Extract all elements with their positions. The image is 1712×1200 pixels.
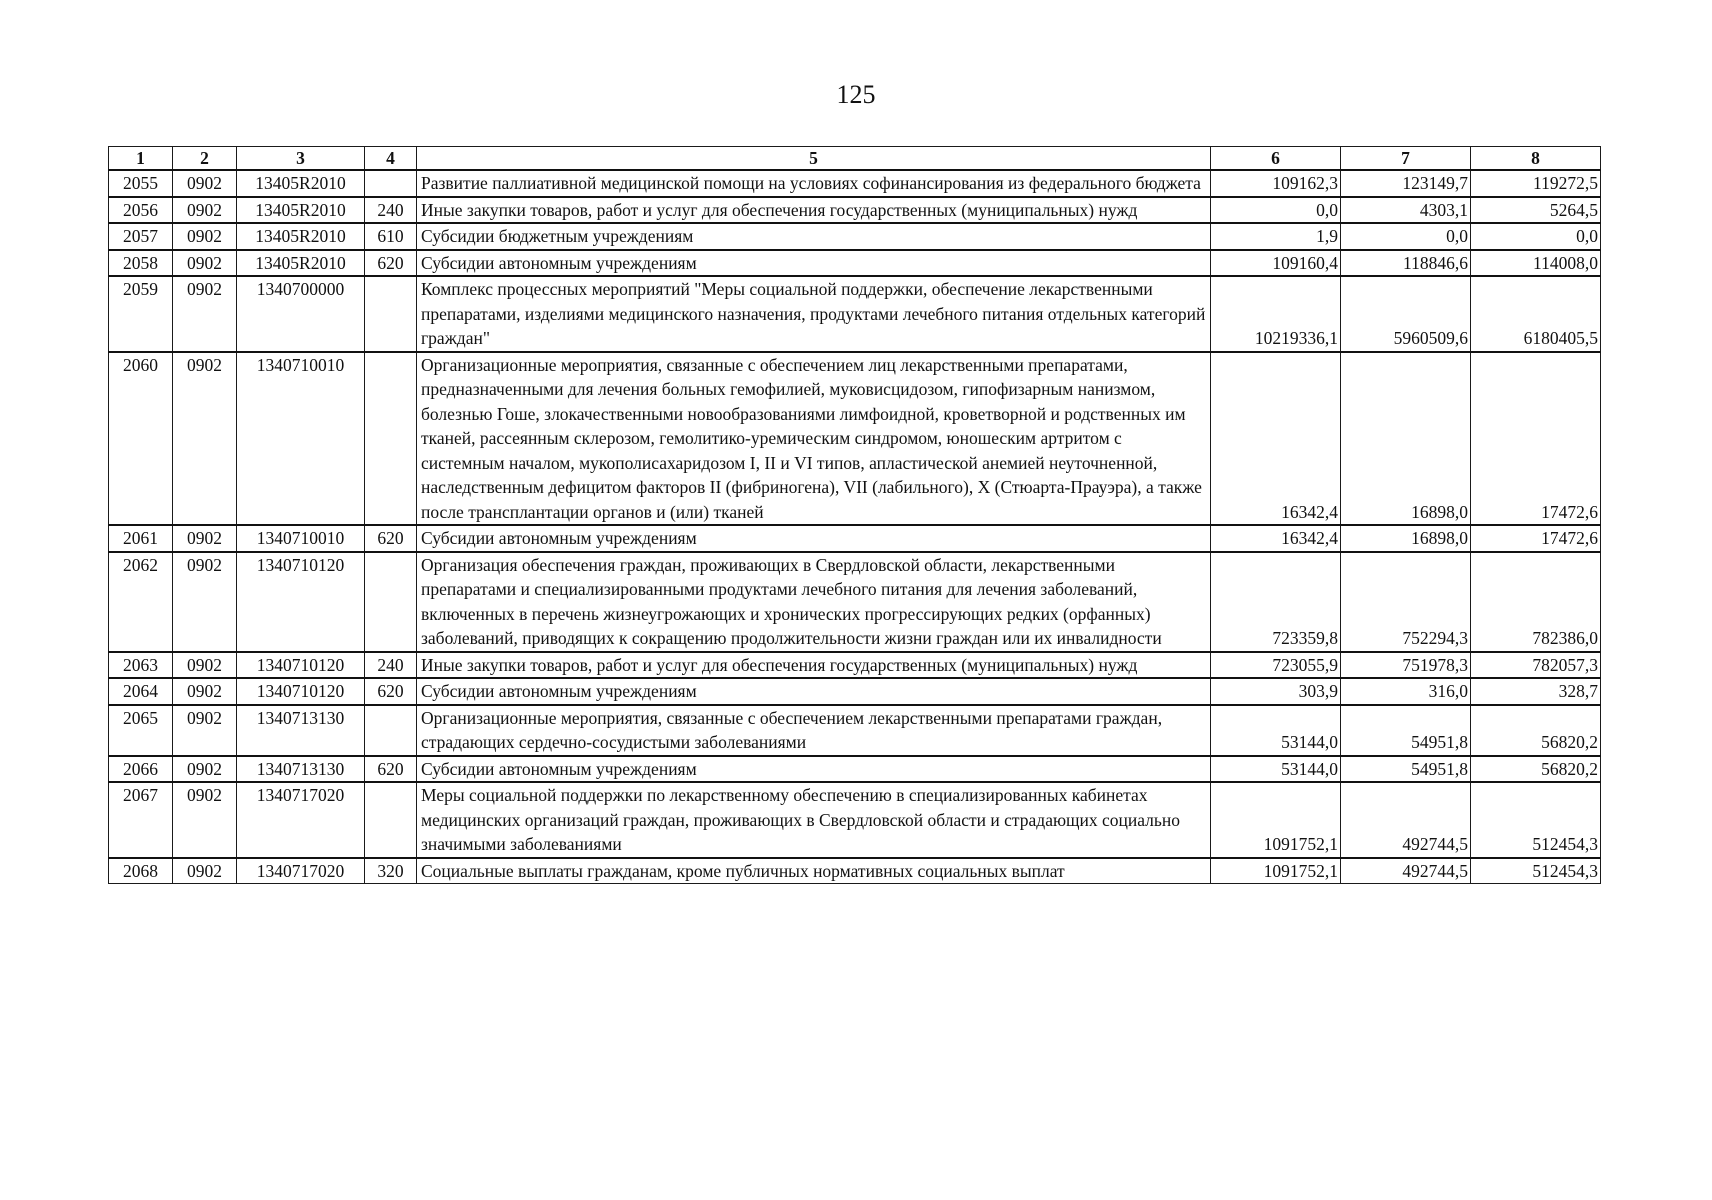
expense-type-cell: 620 bbox=[365, 250, 417, 277]
expense-type-cell bbox=[365, 705, 417, 756]
amount-col6-cell: 0,0 bbox=[1211, 197, 1341, 224]
target-code-cell: 1340717020 bbox=[237, 782, 365, 858]
amount-col7-cell: 752294,3 bbox=[1341, 552, 1471, 652]
amount-col6-cell: 723359,8 bbox=[1211, 552, 1341, 652]
expense-type-cell bbox=[365, 552, 417, 652]
description-cell: Организация обеспечения граждан, проживающих в Свердловской области, лекарственными препаратами и специализированными продуктами лечебного питания для лечения заболеваний, включенных в перечень жизнеугрожающих и хронических прогрессирующих редких (орфанных) заболеваний, приводящих к сокращению продолжительности жизни граждан или их инвалидности bbox=[417, 552, 1211, 652]
amount-col7-cell: 4303,1 bbox=[1341, 197, 1471, 224]
expense-type-cell bbox=[365, 352, 417, 526]
amount-col8-cell: 17472,6 bbox=[1471, 525, 1601, 552]
row-number-cell: 2059 bbox=[109, 276, 173, 352]
expense-type-cell: 620 bbox=[365, 756, 417, 783]
expense-type-cell: 620 bbox=[365, 525, 417, 552]
row-number-cell: 2065 bbox=[109, 705, 173, 756]
description-cell: Субсидии автономным учреждениям bbox=[417, 756, 1211, 783]
section-code-cell: 0902 bbox=[173, 756, 237, 783]
amount-col8-cell: 5264,5 bbox=[1471, 197, 1601, 224]
amount-col8-cell: 512454,3 bbox=[1471, 858, 1601, 884]
target-code-cell: 1340710010 bbox=[237, 525, 365, 552]
target-code-cell: 1340713130 bbox=[237, 756, 365, 783]
table-row bbox=[109, 678, 1601, 705]
description-cell: Меры социальной поддержки по лекарственному обеспечению в специализированных кабинетах медицинских организаций граждан, проживающих в Свердловской области и страдающих социально значимыми заболеваниями bbox=[417, 782, 1211, 858]
amount-col7-cell: 492744,5 bbox=[1341, 858, 1471, 884]
description-cell: Субсидии автономным учреждениям bbox=[417, 250, 1211, 277]
table-row bbox=[109, 552, 1601, 652]
expense-type-cell: 240 bbox=[365, 197, 417, 224]
target-code-cell: 1340710120 bbox=[237, 652, 365, 679]
amount-col7-cell: 118846,6 bbox=[1341, 250, 1471, 277]
section-code-cell: 0902 bbox=[173, 678, 237, 705]
target-code-cell: 13405R2010 bbox=[237, 170, 365, 197]
amount-col8-cell: 782386,0 bbox=[1471, 552, 1601, 652]
table-row bbox=[109, 170, 1601, 197]
amount-col8-cell: 114008,0 bbox=[1471, 250, 1601, 277]
section-code-cell: 0902 bbox=[173, 552, 237, 652]
column-header: 7 bbox=[1341, 147, 1471, 171]
amount-col6-cell: 53144,0 bbox=[1211, 756, 1341, 783]
amount-col7-cell: 54951,8 bbox=[1341, 705, 1471, 756]
row-number-cell: 2064 bbox=[109, 678, 173, 705]
table-row bbox=[109, 197, 1601, 224]
amount-col6-cell: 1091752,1 bbox=[1211, 858, 1341, 884]
budget-table bbox=[108, 146, 1601, 884]
amount-col7-cell: 751978,3 bbox=[1341, 652, 1471, 679]
amount-col7-cell: 492744,5 bbox=[1341, 782, 1471, 858]
expense-type-cell: 320 bbox=[365, 858, 417, 884]
amount-col6-cell: 53144,0 bbox=[1211, 705, 1341, 756]
row-number-cell: 2067 bbox=[109, 782, 173, 858]
section-code-cell: 0902 bbox=[173, 197, 237, 224]
amount-col7-cell: 123149,7 bbox=[1341, 170, 1471, 197]
amount-col7-cell: 16898,0 bbox=[1341, 525, 1471, 552]
amount-col7-cell: 54951,8 bbox=[1341, 756, 1471, 783]
description-cell: Субсидии автономным учреждениям bbox=[417, 678, 1211, 705]
amount-col8-cell: 512454,3 bbox=[1471, 782, 1601, 858]
amount-col6-cell: 109162,3 bbox=[1211, 170, 1341, 197]
section-code-cell: 0902 bbox=[173, 223, 237, 250]
amount-col6-cell: 303,9 bbox=[1211, 678, 1341, 705]
target-code-cell: 1340710010 bbox=[237, 352, 365, 526]
row-number-cell: 2068 bbox=[109, 858, 173, 884]
table-row bbox=[109, 858, 1601, 884]
section-code-cell: 0902 bbox=[173, 525, 237, 552]
column-header: 6 bbox=[1211, 147, 1341, 171]
row-number-cell: 2055 bbox=[109, 170, 173, 197]
amount-col7-cell: 16898,0 bbox=[1341, 352, 1471, 526]
column-header: 1 bbox=[109, 147, 173, 171]
section-code-cell: 0902 bbox=[173, 652, 237, 679]
header-row bbox=[109, 147, 1601, 171]
table-row bbox=[109, 352, 1601, 526]
amount-col8-cell: 119272,5 bbox=[1471, 170, 1601, 197]
table-row bbox=[109, 652, 1601, 679]
column-header: 5 bbox=[417, 147, 1211, 171]
expense-type-cell bbox=[365, 782, 417, 858]
target-code-cell: 13405R2010 bbox=[237, 197, 365, 224]
target-code-cell: 1340717020 bbox=[237, 858, 365, 884]
amount-col6-cell: 1,9 bbox=[1211, 223, 1341, 250]
amount-col6-cell: 10219336,1 bbox=[1211, 276, 1341, 352]
expense-type-cell bbox=[365, 276, 417, 352]
column-header: 4 bbox=[365, 147, 417, 171]
expense-type-cell bbox=[365, 170, 417, 197]
target-code-cell: 1340710120 bbox=[237, 552, 365, 652]
expense-type-cell: 620 bbox=[365, 678, 417, 705]
row-number-cell: 2058 bbox=[109, 250, 173, 277]
table-row bbox=[109, 756, 1601, 783]
amount-col7-cell: 316,0 bbox=[1341, 678, 1471, 705]
description-cell: Комплекс процессных мероприятий "Меры социальной поддержки, обеспечение лекарственными препаратами, изделиями медицинского назначения, продуктами лечебного питания отдельных категорий граждан" bbox=[417, 276, 1211, 352]
description-cell: Организационные мероприятия, связанные с обеспечением лиц лекарственными препаратами, предназначенными для лечения больных гемофилией, муковисцидозом, гипофизарным нанизмом, болезнью Гоше, злокачественными новообразованиями лимфоидной, кроветворной и родственных им тканей, рассеянным склерозом, гемолитико-уремическим синдромом, юношеским артритом с системным началом, мукополисахаридозом I, II и VI типов, апластической анемией неуточненной, наследственным дефицитом факторов II (фибриногена), VII (лабильного), X (Стюарта-Прауэра), а также после трансплантации органов и (или) тканей bbox=[417, 352, 1211, 526]
row-number-cell: 2056 bbox=[109, 197, 173, 224]
amount-col8-cell: 328,7 bbox=[1471, 678, 1601, 705]
amount-col6-cell: 1091752,1 bbox=[1211, 782, 1341, 858]
amount-col7-cell: 5960509,6 bbox=[1341, 276, 1471, 352]
amount-col6-cell: 109160,4 bbox=[1211, 250, 1341, 277]
section-code-cell: 0902 bbox=[173, 352, 237, 526]
row-number-cell: 2057 bbox=[109, 223, 173, 250]
target-code-cell: 1340700000 bbox=[237, 276, 365, 352]
table-body bbox=[109, 170, 1601, 884]
amount-col8-cell: 6180405,5 bbox=[1471, 276, 1601, 352]
table-row bbox=[109, 525, 1601, 552]
amount-col8-cell: 56820,2 bbox=[1471, 756, 1601, 783]
amount-col6-cell: 16342,4 bbox=[1211, 352, 1341, 526]
table-row bbox=[109, 276, 1601, 352]
section-code-cell: 0902 bbox=[173, 276, 237, 352]
section-code-cell: 0902 bbox=[173, 782, 237, 858]
row-number-cell: 2062 bbox=[109, 552, 173, 652]
description-cell: Развитие паллиативной медицинской помощи на условиях софинансирования из федерального бюджета bbox=[417, 170, 1211, 197]
table-row bbox=[109, 782, 1601, 858]
description-cell: Организационные мероприятия, связанные с обеспечением лекарственными препаратами граждан, страдающих сердечно-сосудистыми заболеваниями bbox=[417, 705, 1211, 756]
target-code-cell: 1340713130 bbox=[237, 705, 365, 756]
description-cell: Субсидии автономным учреждениям bbox=[417, 525, 1211, 552]
section-code-cell: 0902 bbox=[173, 250, 237, 277]
row-number-cell: 2066 bbox=[109, 756, 173, 783]
amount-col6-cell: 723055,9 bbox=[1211, 652, 1341, 679]
row-number-cell: 2061 bbox=[109, 525, 173, 552]
expense-type-cell: 610 bbox=[365, 223, 417, 250]
section-code-cell: 0902 bbox=[173, 170, 237, 197]
table-row bbox=[109, 705, 1601, 756]
target-code-cell: 13405R2010 bbox=[237, 223, 365, 250]
column-header: 8 bbox=[1471, 147, 1601, 171]
column-header: 3 bbox=[237, 147, 365, 171]
table-row bbox=[109, 250, 1601, 277]
row-number-cell: 2060 bbox=[109, 352, 173, 526]
description-cell: Иные закупки товаров, работ и услуг для обеспечения государственных (муниципальных) нужд bbox=[417, 197, 1211, 224]
amount-col7-cell: 0,0 bbox=[1341, 223, 1471, 250]
description-cell: Иные закупки товаров, работ и услуг для обеспечения государственных (муниципальных) нужд bbox=[417, 652, 1211, 679]
section-code-cell: 0902 bbox=[173, 705, 237, 756]
column-header: 2 bbox=[173, 147, 237, 171]
amount-col8-cell: 17472,6 bbox=[1471, 352, 1601, 526]
description-cell: Социальные выплаты гражданам, кроме публичных нормативных социальных выплат bbox=[417, 858, 1211, 884]
table-row bbox=[109, 223, 1601, 250]
description-cell: Субсидии бюджетным учреждениям bbox=[417, 223, 1211, 250]
amount-col8-cell: 56820,2 bbox=[1471, 705, 1601, 756]
amount-col8-cell: 782057,3 bbox=[1471, 652, 1601, 679]
section-code-cell: 0902 bbox=[173, 858, 237, 884]
target-code-cell: 13405R2010 bbox=[237, 250, 365, 277]
target-code-cell: 1340710120 bbox=[237, 678, 365, 705]
row-number-cell: 2063 bbox=[109, 652, 173, 679]
amount-col6-cell: 16342,4 bbox=[1211, 525, 1341, 552]
amount-col8-cell: 0,0 bbox=[1471, 223, 1601, 250]
expense-type-cell: 240 bbox=[365, 652, 417, 679]
page-number: 125 bbox=[836, 80, 876, 109]
